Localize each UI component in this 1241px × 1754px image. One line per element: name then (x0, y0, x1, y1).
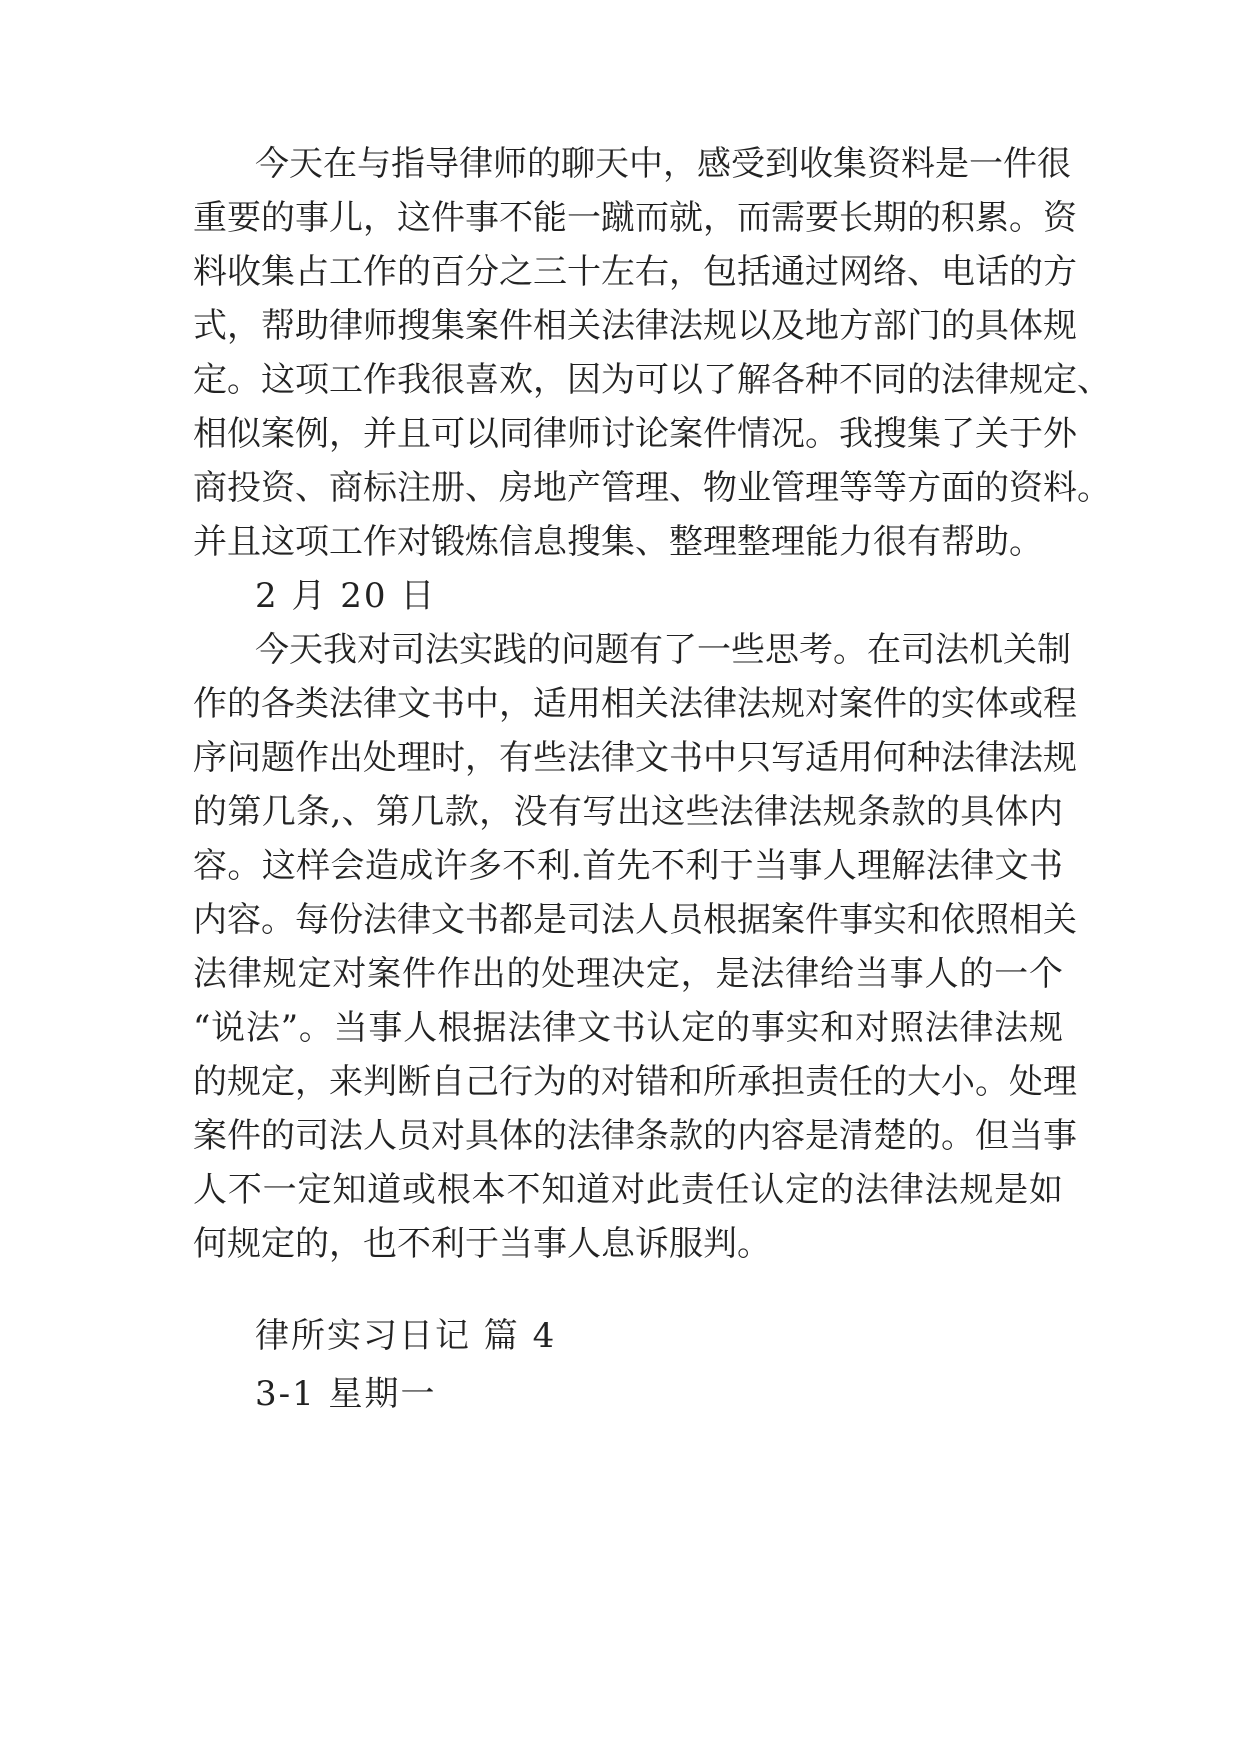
paragraph-line: 重要的事儿，这件事不能一蹴而就，而需要长期的积累。资 (193, 198, 1077, 238)
paragraph-line: 法律规定对案件作出的处理决定，是法律给当事人的一个 (193, 954, 1063, 994)
paragraph-line: 容。这样会造成许多不利.首先不利于当事人理解法律文书 (193, 846, 1063, 886)
paragraph-line: 今天在与指导律师的聊天中，感受到收集资料是一件很 (255, 144, 1071, 184)
paragraph-line: 商投资、商标注册、房地产管理、物业管理等等方面的资料。 (193, 468, 1111, 508)
diary-date: 2 月 20 日 (255, 576, 437, 616)
diary-date: 3-1 星期一 (255, 1374, 437, 1414)
paragraph-line: 定。这项工作我很喜欢，因为可以了解各种不同的法律规定、 (193, 360, 1111, 400)
paragraph-line: 的第几条,、第几款，没有写出这些法律法规条款的具体内 (193, 792, 1063, 832)
paragraph-line: 内容。每份法律文书都是司法人员根据案件事实和依照相关 (193, 900, 1077, 940)
paragraph-line: 并且这项工作对锻炼信息搜集、整理整理能力很有帮助。 (193, 522, 1043, 562)
paragraph-line: 案件的司法人员对具体的法律条款的内容是清楚的。但当事 (193, 1116, 1077, 1156)
paragraph-line: 的规定，来判断自己行为的对错和所承担责任的大小。处理 (193, 1062, 1077, 1102)
paragraph-line: 何规定的，也不利于当事人息诉服判。 (193, 1224, 771, 1264)
paragraph-line: 今天我对司法实践的问题有了一些思考。在司法机关制 (255, 630, 1071, 670)
paragraph-line: 料收集占工作的百分之三十左右，包括通过网络、电话的方 (193, 252, 1077, 292)
paragraph-line: 作的各类法律文书中，适用相关法律法规对案件的实体或程 (193, 684, 1077, 724)
section-title: 律所实习日记 篇 4 (255, 1316, 557, 1356)
paragraph-line: 人不一定知道或根本不知道对此责任认定的法律法规是如 (193, 1170, 1063, 1210)
paragraph-line: 式，帮助律师搜集案件相关法律法规以及地方部门的具体规 (193, 306, 1077, 346)
paragraph-line: 序问题作出处理时，有些法律文书中只写适用何种法律法规 (193, 738, 1077, 778)
paragraph-line: 相似案例，并且可以同律师讨论案件情况。我搜集了关于外 (193, 414, 1077, 454)
paragraph-line: “说法”。当事人根据法律文书认定的事实和对照法律法规 (193, 1008, 1063, 1048)
